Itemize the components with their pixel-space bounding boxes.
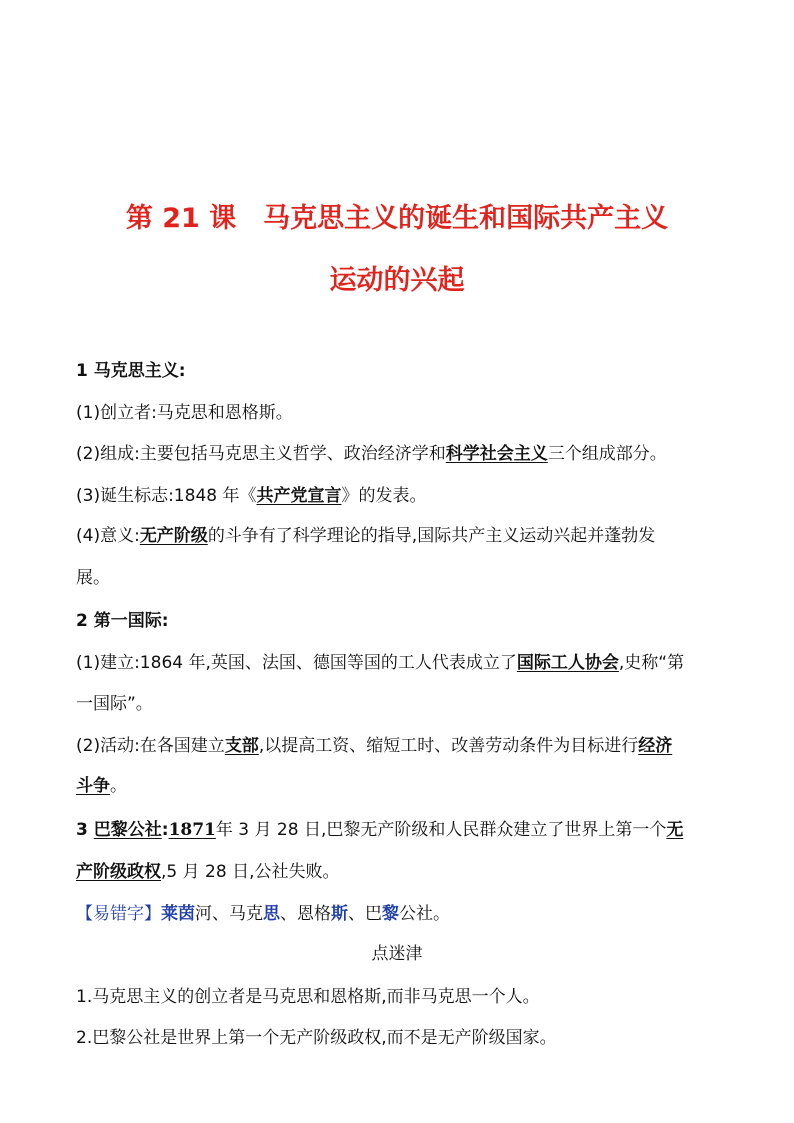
section2-item1-cont: 一国际”。: [76, 694, 153, 714]
keyword-proletariat: 无产阶级: [139, 526, 208, 546]
section1-item4: [76, 521, 655, 546]
section3-colon: :: [161, 820, 169, 840]
keyword-branches: 支部: [224, 736, 259, 756]
section1-item2-text-b: 三个组成部分。: [547, 444, 667, 464]
typo-text-1: 河、马克: [195, 904, 263, 924]
section2-heading: 2 第一国际:: [76, 611, 169, 631]
section2-item2: [76, 731, 672, 756]
section1-heading: 1 马克思主义:: [76, 361, 186, 381]
typo-text-3: 、巴: [348, 904, 382, 924]
section3-text-a: 年 3 月 28 日,巴黎无产阶级和人民群众建立了世界上第一个: [215, 820, 667, 840]
tip-2: 2.巴黎公社是世界上第一个无产阶级政权,而不是无产阶级国家。: [76, 1028, 557, 1048]
section3-text-b: ,5 月 28 日,公社失败。: [161, 862, 340, 882]
tips-heading: 点迷津: [371, 944, 423, 964]
keyword-scientific-socialism: 科学社会主义: [445, 444, 548, 464]
keyword-1871: 1871: [168, 820, 216, 840]
typo-word-si2: 斯: [331, 904, 348, 924]
section1-item3-text-a: (3)诞生标志:1848 年《: [76, 486, 257, 506]
keyword-economic: 经济: [638, 736, 673, 756]
keyword-wu: 无: [666, 820, 684, 840]
section1-item4-text-b: 的斗争有了科学理论的指导,国际共产主义运动兴起并蓬勃发: [207, 526, 656, 546]
section1-item2: [76, 439, 667, 464]
section2-item1-text-b: ,史称“第: [618, 653, 685, 673]
lesson-title-line1: 第 21 课 马克思主义的诞生和国际共产主义: [125, 203, 669, 234]
typo-text-4: 公社。: [399, 904, 450, 924]
section2-item1: [76, 648, 684, 673]
section3-line1: [76, 815, 683, 840]
section2-item2-cont: [76, 771, 127, 796]
typo-tag: 【易错字】: [76, 904, 161, 924]
section2-item1-text-a: (1)建立:1864 年,英国、法国、德国等国的工人代表成立了: [76, 653, 517, 673]
section2-item2-text-a: (2)活动:在各国建立: [76, 736, 225, 756]
typo-word-li: 黎: [382, 904, 399, 924]
section3-number: 3: [76, 820, 94, 840]
keyword-iwa: 国际工人协会: [516, 653, 619, 673]
keyword-paris-commune: 巴黎公社: [93, 820, 162, 840]
lesson-title-line2: 运动的兴起: [329, 265, 465, 296]
section1-item3-text-b: 》的发表。: [341, 486, 427, 506]
section1-item3: [76, 481, 426, 506]
keyword-communist-manifesto: 共产党宣言: [256, 486, 342, 506]
section2-item2-text-b: ,以提高工资、缩短工时、改善劳动条件为目标进行: [258, 736, 639, 756]
typo-note: [76, 899, 450, 924]
section1-item2-text-a: (2)组成:主要包括马克思主义哲学、政治经济学和: [76, 444, 446, 464]
section1-item4-text-a: (4)意义:: [76, 526, 140, 546]
keyword-proletarian-regime: 产阶级政权: [76, 862, 161, 882]
section3-line2: [76, 857, 339, 882]
section2-item2-text-c: 。: [110, 776, 127, 796]
typo-text-2: 、恩格: [280, 904, 331, 924]
typo-word-laiyin: 莱茵: [161, 904, 195, 924]
keyword-struggle: 斗争: [76, 776, 110, 796]
tip-1: 1.马克思主义的创立者是马克思和恩格斯,而非马克思一个人。: [76, 987, 540, 1007]
typo-word-si: 思: [263, 904, 280, 924]
section1-item1: (1)创立者:马克思和恩格斯。: [76, 403, 293, 423]
section1-item4-cont: 展。: [76, 568, 110, 588]
